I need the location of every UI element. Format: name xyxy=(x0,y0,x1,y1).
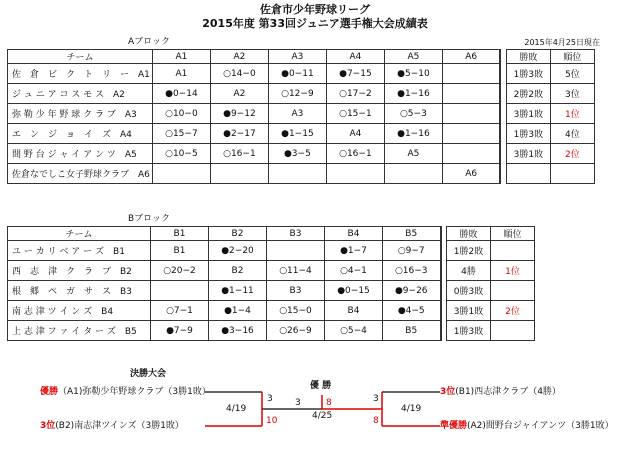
result-cell: ●7−15 xyxy=(326,64,384,84)
page-subtitle: 2015年度 第33回ジュニア選手権大会成績表 xyxy=(202,17,428,30)
header-cell: A1 xyxy=(152,50,210,64)
result-cell: ○15−0 xyxy=(267,301,325,321)
result-cell: B4 xyxy=(325,301,383,321)
result-cell: ○15−1 xyxy=(326,104,384,124)
result-cell: ○9−7 xyxy=(383,241,441,261)
score-final-left: 3 xyxy=(295,398,301,408)
placement-tag: 3位 xyxy=(40,421,56,431)
result-cell: ●0−14 xyxy=(152,84,210,104)
result-cell: ●9−26 xyxy=(383,281,441,301)
score-left-semi-bottom: 10 xyxy=(266,416,278,426)
header-cell: B5 xyxy=(383,227,441,241)
rank-cell: 1位 xyxy=(491,261,535,281)
team-label: (B2)南志津ツインズ（3勝1敗） xyxy=(55,421,184,431)
result-cell: A5 xyxy=(384,144,442,164)
header-cell: A6 xyxy=(442,50,500,64)
result-cell: A4 xyxy=(326,124,384,144)
result-cell: ○4−1 xyxy=(325,261,383,281)
header-cell: チーム xyxy=(8,227,151,241)
result-cell: ●1−7 xyxy=(325,241,383,261)
left-semi-date: 4/19 xyxy=(226,404,247,414)
rank-cell: 4位 xyxy=(550,124,594,144)
bracket-right-top xyxy=(440,387,561,398)
header-cell: B4 xyxy=(325,227,383,241)
team-name: 佐 倉 ビ ク ト リ ー A1 xyxy=(8,64,153,84)
result-cell: ●5−10 xyxy=(384,64,442,84)
team-name: 西 志 津 ク ラ ブ B2 xyxy=(8,261,151,281)
record-cell: 1勝3敗 xyxy=(506,124,550,144)
result-cell: ●3−5 xyxy=(268,144,326,164)
right-semi-date: 4/19 xyxy=(401,404,422,414)
score-right-semi-top: 3 xyxy=(373,394,379,404)
result-cell: ●9−12 xyxy=(210,104,268,124)
result-cell: B1 xyxy=(151,241,209,261)
result-cell: ●1−16 xyxy=(384,84,442,104)
result-cell: ●1−11 xyxy=(209,281,267,301)
team-name: 佐倉なでしこ女子野球クラブ A6 xyxy=(8,164,153,184)
header-cell: 順位 xyxy=(491,227,535,241)
result-cell: ○20−2 xyxy=(151,261,209,281)
result-cell: ○16−1 xyxy=(210,144,268,164)
record-cell: 3勝1敗 xyxy=(506,144,550,164)
result-cell: ●7−9 xyxy=(151,321,209,341)
result-cell: ○17−2 xyxy=(326,84,384,104)
team-name: ユ ー カ リ ベ ア ー ズ B1 xyxy=(8,241,151,261)
result-cell: A6 xyxy=(442,164,500,184)
header-cell: 勝敗 xyxy=(506,50,550,64)
team-name: 間 野 台 ジ ャ イ ア ン ツ A5 xyxy=(8,144,153,164)
record-cell: 2勝2敗 xyxy=(506,84,550,104)
team-name: 南 志 津 ツ イ ン ズ B4 xyxy=(8,301,151,321)
bracket-right-bottom xyxy=(440,421,614,432)
result-cell: ●3−16 xyxy=(209,321,267,341)
bracket-left-top xyxy=(40,387,211,398)
result-cell: ○16−1 xyxy=(326,144,384,164)
result-cell: B3 xyxy=(267,281,325,301)
record-cell: 4勝 xyxy=(447,261,491,281)
result-cell: A1 xyxy=(152,64,210,84)
result-cell: ○14−0 xyxy=(210,64,268,84)
team-label: (B1)西志津クラブ（4勝） xyxy=(455,387,561,397)
placement-tag: 3位 xyxy=(440,387,456,397)
team-label: （A1)弥勒少年野球クラブ（3勝1敗） xyxy=(58,387,211,397)
result-cell: ●2−17 xyxy=(210,124,268,144)
rank-cell: 2位 xyxy=(550,144,594,164)
result-cell: B5 xyxy=(383,321,441,341)
result-cell: B2 xyxy=(209,261,267,281)
rank-cell: 5位 xyxy=(550,64,594,84)
header-cell: B2 xyxy=(209,227,267,241)
team-name: 弥 勒 少 年 野 球 ク ラ ブ A3 xyxy=(8,104,153,124)
final-tournament-label: 決勝大会 xyxy=(130,369,167,379)
result-cell: ○26−9 xyxy=(267,321,325,341)
final-date: 4/25 xyxy=(312,411,333,421)
header-cell: B3 xyxy=(267,227,325,241)
header-cell: A4 xyxy=(326,50,384,64)
header-cell: 順位 xyxy=(550,50,594,64)
result-cell: ○10−0 xyxy=(152,104,210,124)
result-cell: A3 xyxy=(268,104,326,124)
result-cell: ○11−4 xyxy=(267,261,325,281)
record-cell: 1勝3敗 xyxy=(506,64,550,84)
result-cell: ○7−1 xyxy=(151,301,209,321)
block-a-label: Aブロック xyxy=(128,37,170,47)
header-cell: A5 xyxy=(384,50,442,64)
placement-tag: 優勝 xyxy=(40,387,59,397)
record-cell: 3勝1敗 xyxy=(506,104,550,124)
result-cell: ●0−11 xyxy=(268,64,326,84)
result-cell: ○15−7 xyxy=(152,124,210,144)
header-cell: A2 xyxy=(210,50,268,64)
score-left-semi-top: 3 xyxy=(267,394,273,404)
result-cell: ○16−3 xyxy=(383,261,441,281)
header-cell: チーム xyxy=(8,50,153,64)
record-cell: 1勝2敗 xyxy=(447,241,491,261)
team-name: 根 郷 ペ ガ サ ス B3 xyxy=(8,281,151,301)
result-cell: ●2−20 xyxy=(209,241,267,261)
team-name: エ ン ジ ョ イ ズ A4 xyxy=(8,124,153,144)
result-cell: ●0−15 xyxy=(325,281,383,301)
result-cell: ○5−3 xyxy=(384,104,442,124)
placement-tag: 準優勝 xyxy=(440,421,468,431)
rank-cell: 3位 xyxy=(550,84,594,104)
result-cell: ●1−4 xyxy=(209,301,267,321)
result-cell: A2 xyxy=(210,84,268,104)
record-cell: 0勝3敗 xyxy=(447,281,491,301)
score-final-right: 8 xyxy=(326,398,332,408)
rank-cell: 2位 xyxy=(491,301,535,321)
team-name: 上 志 津 フ ァ イ タ ー ズ B5 xyxy=(8,321,151,341)
result-cell: ●1−16 xyxy=(384,124,442,144)
result-cell: ●4−5 xyxy=(383,301,441,321)
report-date: 2015年4月25日現在 xyxy=(524,38,600,47)
champion-title: 優 勝 xyxy=(310,381,332,391)
rank-cell: 1位 xyxy=(550,104,594,124)
result-cell: ○12−9 xyxy=(268,84,326,104)
header-cell: B1 xyxy=(151,227,209,241)
page-title: 佐倉市少年野球リーグ xyxy=(260,3,370,16)
record-cell: 1勝3敗 xyxy=(447,321,491,341)
result-cell: ○5−4 xyxy=(325,321,383,341)
team-label: (A2)間野台ジャイアンツ（3勝1敗） xyxy=(467,421,614,431)
block-b-label: Bブロック xyxy=(128,214,170,224)
header-cell: 勝敗 xyxy=(447,227,491,241)
result-cell: ○10−5 xyxy=(152,144,210,164)
header-cell: A3 xyxy=(268,50,326,64)
record-cell: 3勝1敗 xyxy=(447,301,491,321)
team-name: ジ ュ ニ ア コ ス モ ス A2 xyxy=(8,84,153,104)
result-cell: ●1−15 xyxy=(268,124,326,144)
bracket-left-bottom xyxy=(40,421,184,432)
score-right-semi-bottom: 8 xyxy=(373,416,379,426)
